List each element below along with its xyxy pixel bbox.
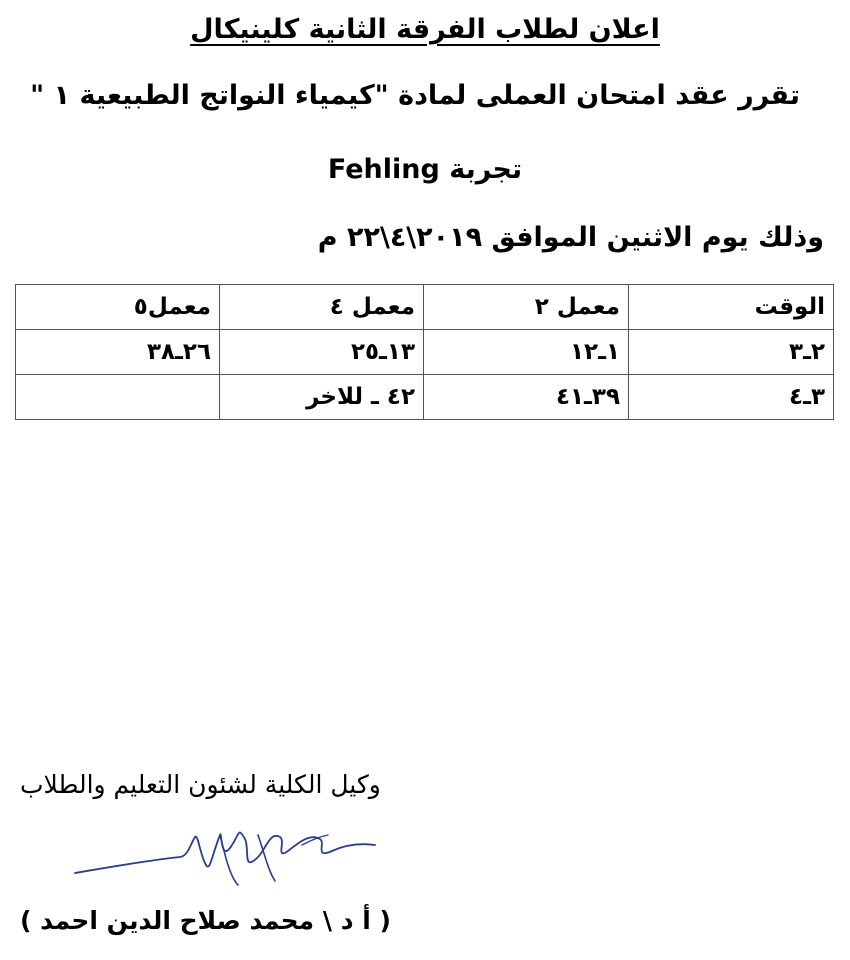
table-row <box>16 330 834 375</box>
table-header-row <box>16 285 834 330</box>
schedule-table <box>15 284 834 420</box>
table-cell: ١٣ـ٢٥ <box>220 330 424 375</box>
handwritten-signature <box>70 815 390 899</box>
announcement-title-text: اعلان لطلاب الفرقة الثانية كلينيكال <box>190 14 660 45</box>
table-cell: ٢٦ـ٣٨ <box>16 330 220 375</box>
table-cell: ٣٩ـ٤١ <box>424 375 629 420</box>
signatory-name: ( أ د \ محمد صلاح الدين احمد ) <box>20 906 391 935</box>
header-lab-2: معمل ٢ <box>424 285 629 330</box>
header-lab-5: معمل٥ <box>16 285 220 330</box>
table-cell: ١ـ١٢ <box>424 330 629 375</box>
exam-statement: تقرر عقد امتحان العملى لمادة "كيمياء النواتج الطبيعية ١ " <box>30 80 800 111</box>
header-lab-4: معمل ٤ <box>220 285 424 330</box>
experiment-name: تجربة Fehling <box>327 154 523 185</box>
header-time: الوقت <box>629 285 834 330</box>
exam-date: وذلك يوم الاثنين الموافق ٢٠١٩\٤\٢٢ م <box>317 222 824 253</box>
table-cell: ٤٢ ـ للاخر <box>220 375 424 420</box>
signatory-title: وكيل الكلية لشئون التعليم والطلاب <box>20 770 381 799</box>
announcement-title <box>150 14 700 45</box>
table-cell <box>16 375 220 420</box>
signature-image <box>70 815 390 895</box>
table-cell: ٢ـ٣ <box>629 330 834 375</box>
table-cell: ٣ـ٤ <box>629 375 834 420</box>
table-row <box>16 375 834 420</box>
